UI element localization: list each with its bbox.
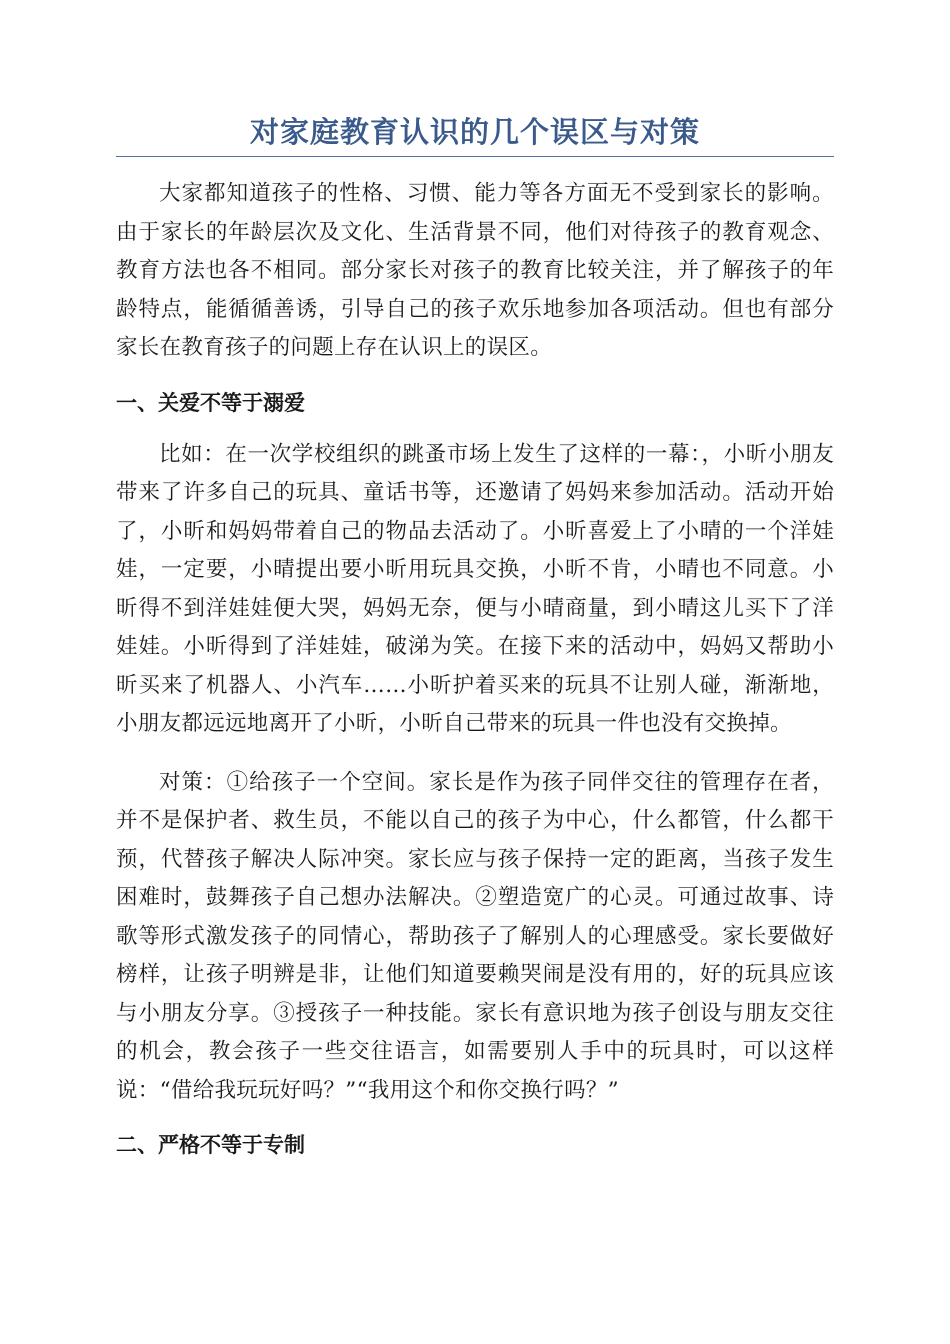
section-heading-2: 二、严格不等于专制	[116, 1133, 305, 1157]
intro-paragraph: 大家都知道孩子的性格、习惯、能力等各方面无不受到家长的影响。由于家长的年龄层次及文化、生活背景不同，他们对待孩子的教育观念、教育方法也各不相同。部分家长对孩子的教育比较关注，并了解孩子的年龄特点，能循循善诱，引导自己的孩子欢乐地参加各项活动。但也有部分家长在教育孩子的问题上存在认识上的误区。	[116, 181, 834, 360]
page-title: 对家庭教育认识的几个误区与对策	[249, 115, 700, 149]
document-page	[116, 112, 834, 1160]
section-heading-1: 一、关爱不等于溺爱	[116, 390, 305, 415]
strategy-paragraph: 对策：①给孩子一个空间。家长是作为孩子同伴交往的管理存在者，并不是保护者、救生员，不能以自己的孩子为中心，什么都管，什么都干预，代替孩子解决人际冲突。家长应与孩子保持一定的距离，当孩子发生困难时，鼓舞孩子自己想办法解决。②塑造宽广的心灵。可通过故事、诗歌等形式激发孩子的同情心，帮助孩子了解别人的心理感受。家长要做好榜样，让孩子明辨是非，让他们知道要赖哭闹是没有用的，好的玩具应该与小朋友分享。③授孩子一种技能。家长有意识地为孩子创设与朋友交往的机会，教会孩子一些交往语言，如需要别人手中的玩具时，可以这样说：“借给我玩玩好吗？”“我用这个和你交换行吗？”	[116, 769, 834, 1103]
example-paragraph: 比如：在一次学校组织的跳蚤市场上发生了这样的一幕：，小昕小朋友带来了许多自己的玩具、童话书等，还邀请了妈妈来参加活动。活动开始了，小昕和妈妈带着自己的物品去活动了。小昕喜爱上了小晴的一个洋娃娃，一定要，小晴提出要小昕用玩具交换，小昕不肯，小晴也不同意。小昕得不到洋娃娃便大哭，妈妈无奈，便与小晴商量，到小晴这儿买下了洋娃娃。小昕得到了洋娃娃，破涕为笑。在接下来的活动中，妈妈又帮助小昕买来了机器人、小汽车……小昕护着买来的玩具不让别人碰，渐渐地，小朋友都远远地离开了小昕，小昕自己带来的玩具一件也没有交换掉。	[116, 441, 834, 736]
title-underline	[116, 156, 834, 157]
